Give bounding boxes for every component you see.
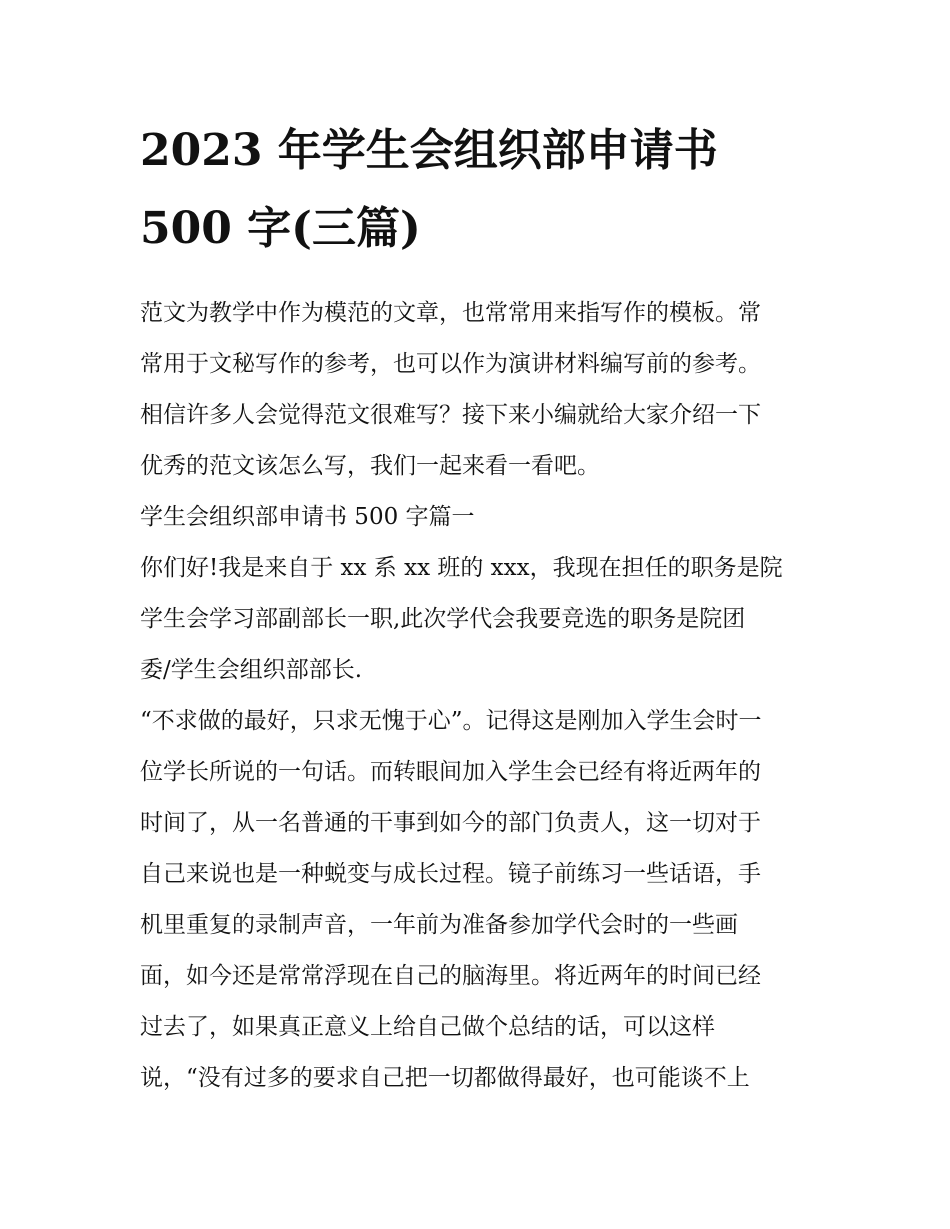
section-heading: 学生会组织部申请书 500 字篇一 xyxy=(140,504,475,530)
body-line: 时间了，从一名普通的干事到如今的部门负责人，这一切对于 xyxy=(140,810,761,836)
body-line: 学生会学习部副部长一职,此次学代会我要竞选的职务是院团 xyxy=(140,606,746,632)
body-line: 过去了，如果真正意义上给自己做个总结的话，可以这样 xyxy=(140,1014,715,1040)
body-line: 位学长所说的一句话。而转眼间加入学生会已经有将近两年的 xyxy=(140,759,761,785)
document-title xyxy=(140,112,812,268)
body-line: 相信许多人会觉得范文很难写？接下来小编就给大家介绍一下 xyxy=(140,402,761,428)
body-line: 你们好!我是来自于 xx 系 xx 班的 xxx，我现在担任的职务是院 xyxy=(140,555,783,581)
body-line: 说，“没有过多的要求自己把一切都做得最好，也可能谈不上 xyxy=(140,1065,750,1091)
document-page xyxy=(140,112,812,1104)
body-line: 自己来说也是一种蜕变与成长过程。镜子前练习一些话语，手 xyxy=(140,861,761,887)
body-line: 常用于文秘写作的参考，也可以作为演讲材料编写前的参考。 xyxy=(140,351,761,377)
title-line-1: 2023 年学生会组织部申请书 xyxy=(140,125,718,176)
body-line: 机里重复的录制声音，一年前为准备参加学代会时的一些画 xyxy=(140,912,738,938)
document-body xyxy=(140,288,812,1104)
body-line: 委/学生会组织部部长. xyxy=(140,657,363,683)
body-line: 面，如今还是常常浮现在自己的脑海里。将近两年的时间已经 xyxy=(140,963,761,989)
body-line: “不求做的最好，只求无愧于心”。记得这是刚加入学生会时一 xyxy=(140,708,762,734)
body-line: 优秀的范文该怎么写，我们一起来看一看吧。 xyxy=(140,453,600,479)
title-line-2: 500 字(三篇) xyxy=(140,203,421,254)
body-line: 范文为教学中作为模范的文章，也常常用来指写作的模板。常 xyxy=(140,300,761,326)
